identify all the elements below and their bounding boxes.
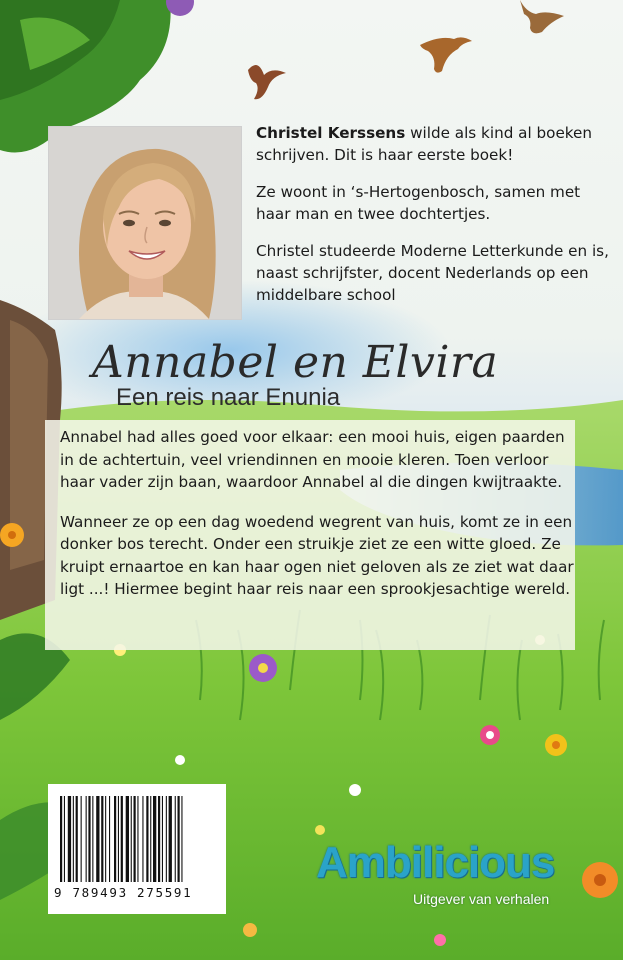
- barcode-bars: [48, 784, 226, 884]
- blurb-paragraph-2: Wanneer ze op een dag woedend wegrent van huis, komt ze in een donker bos terecht. Onder een struikje ziet ze een witte gloed. Ze kruipt ernaartoe en kan haar ogen niet geloven als ze ziet wat daar ligt ...! Hiermee begint haar reis naar een sprookjesachtige wereld.: [60, 512, 574, 598]
- book-blurb: [60, 426, 575, 618]
- bio-paragraph-1: [256, 122, 618, 166]
- book-subtitle: Een reis naar Enunia: [116, 384, 341, 411]
- blurb-paragraph-1: Annabel had alles goed voor elkaar: een mooi huis, eigen paarden in de achtertuin, veel vriendinnen en mooie kleren. Toen verloor haar vader zijn baan, waardoor Annabel al die dingen kwijtraakte.: [60, 428, 565, 491]
- author-bio: [256, 122, 618, 321]
- publisher-tagline: Uitgever van verhalen: [413, 891, 550, 907]
- bio-paragraph-3: Christel studeerde Moderne Letterkunde en is, naast schrijfster, docent Nederlands op een middelbare school: [256, 242, 609, 304]
- author-photo: [48, 126, 242, 320]
- bio-paragraph-2: Ze woont in ‘s-Hertogenbosch, samen met haar man en twee dochtertjes.: [256, 183, 581, 223]
- bio-line-1: wilde als kind al boeken schrijven. Dit is haar eerste boek!: [256, 124, 593, 164]
- author-name: Christel Kerssens: [256, 124, 406, 142]
- isbn-barcode: [48, 784, 226, 914]
- book-title: Annabel en Elvira: [92, 337, 499, 388]
- isbn-digits: 9 789493 275591: [54, 885, 193, 900]
- publisher-logo: Ambilicious: [316, 838, 555, 887]
